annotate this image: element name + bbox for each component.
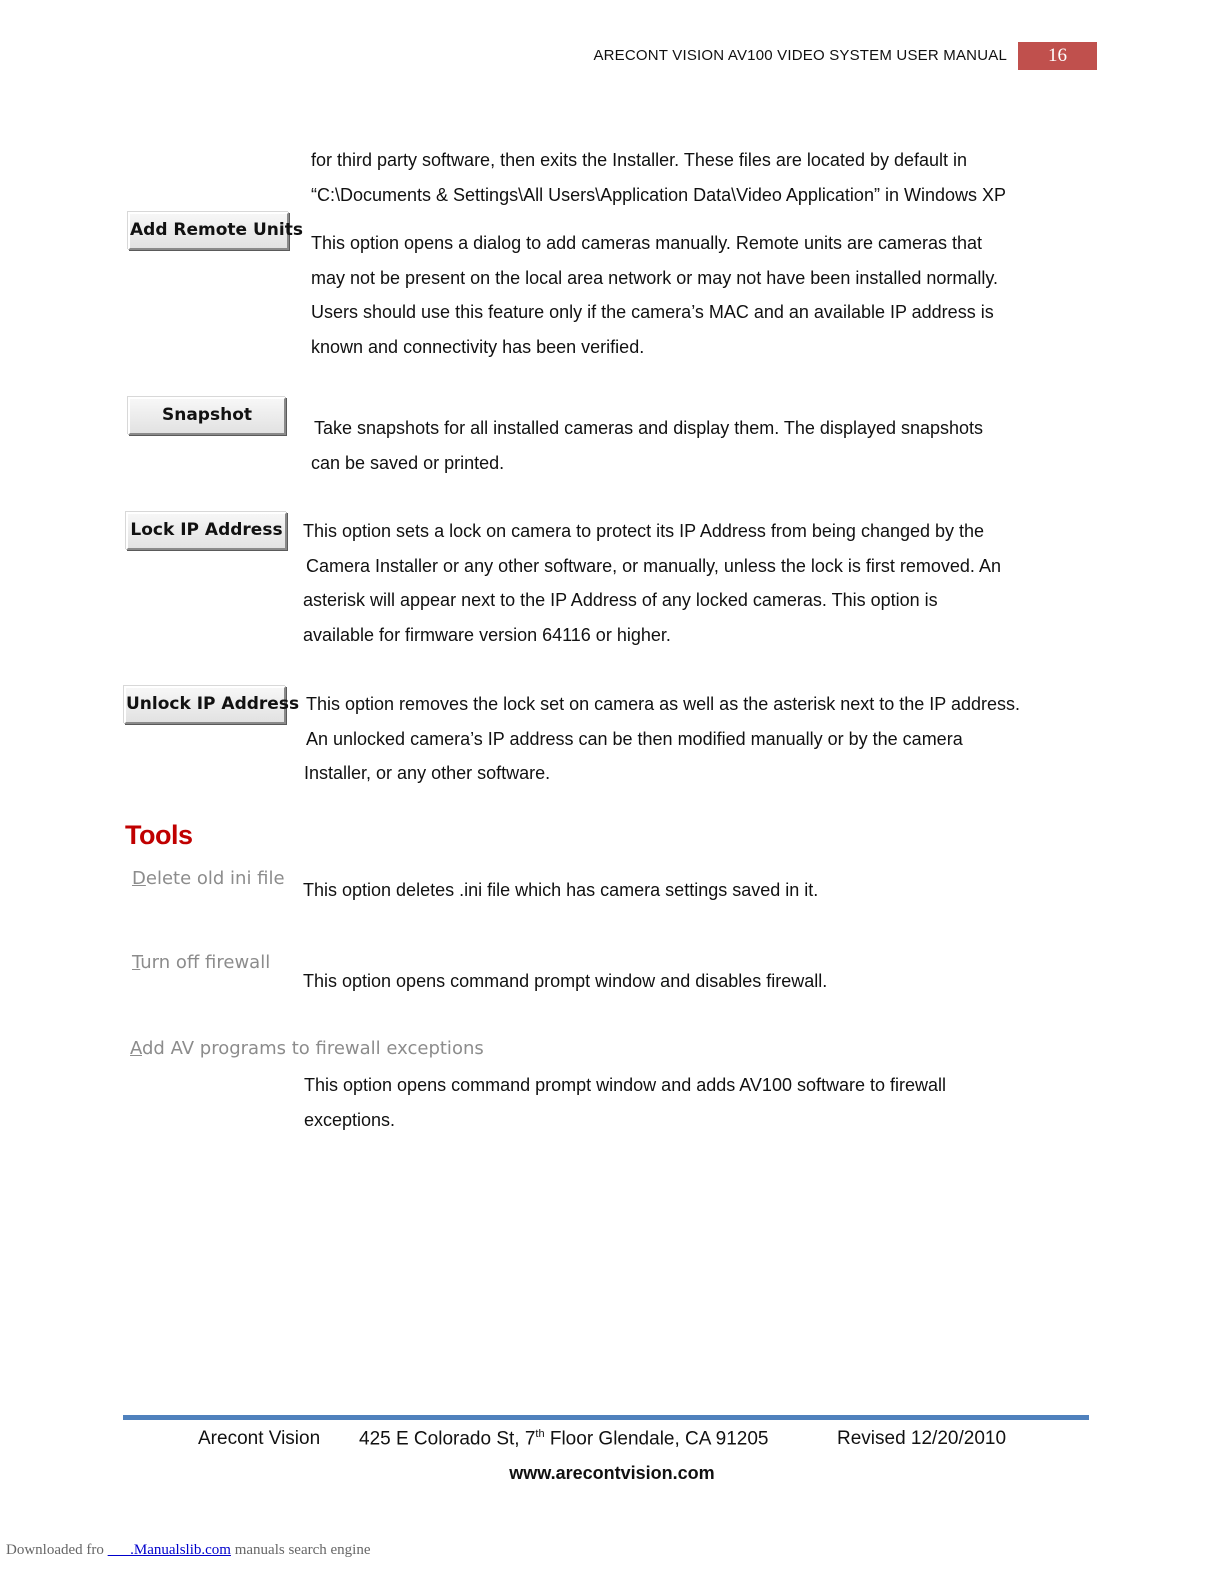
lock-ip-address-button[interactable]: Lock IP Address — [126, 512, 287, 550]
footer-address-post: Floor Glendale, CA 91205 — [544, 1428, 769, 1450]
turn-off-firewall-description — [303, 964, 827, 999]
download-notice — [6, 1542, 371, 1559]
description-line: Users should use this feature only if the camera’s MAC and an available IP address is — [311, 302, 994, 322]
page-number-badge: 16 — [1018, 42, 1097, 70]
intro-line: “C:\Documents & Settings\All Users\Application Data\Video Application” in Windows XP — [311, 184, 1006, 205]
description-line: This option removes the lock set on camera as well as the asterisk next to the IP address. — [306, 694, 1021, 714]
description-line: asterisk will appear next to the IP Address of any locked cameras. This option is — [303, 590, 938, 610]
unlock-ip-address-button[interactable]: Unlock IP Address — [124, 686, 286, 724]
menu-item-label: urn off firewall — [140, 952, 271, 973]
footer-company: Arecont Vision — [198, 1428, 321, 1449]
description-line: An unlocked camera’s IP address can be then modified manually or by the camera — [306, 728, 963, 749]
footer-address — [359, 1428, 769, 1450]
unlock-ip-address-description — [304, 687, 1020, 791]
menu-accelerator: A — [130, 1038, 142, 1059]
footer-address-pre: 425 E Colorado St, 7 — [359, 1428, 536, 1450]
tools-heading: Tools — [125, 820, 193, 850]
description-line: Camera Installer or any other software, or manually, unless the lock is first removed. An — [306, 555, 1001, 576]
description-line: This option opens command prompt window and adds AV100 software to firewall — [304, 1075, 947, 1095]
turn-off-firewall-menu-item[interactable] — [132, 952, 270, 973]
delete-old-ini-file-menu-item[interactable] — [132, 868, 285, 889]
intro-line: for third party software, then exits the Installer. These files are located by default in — [311, 150, 968, 170]
footer-revised: Revised 12/20/2010 — [837, 1428, 1007, 1449]
description-line: This option deletes .ini file which has camera settings saved in it. — [303, 880, 819, 900]
download-notice-prefix: Downloaded fro — [6, 1542, 104, 1558]
add-av-programs-description — [304, 1068, 946, 1137]
description-line: may not be present on the local area network or may not have been installed normally. — [311, 267, 999, 288]
lock-ip-address-description — [303, 514, 1001, 652]
menu-item-label: elete old ini file — [145, 868, 285, 889]
add-remote-units-button[interactable]: Add Remote Units — [128, 212, 289, 250]
description-line: Take snapshots for all installed cameras and display them. The displayed snapshots — [314, 418, 984, 438]
description-line: This option opens command prompt window and disables firewall. — [303, 971, 828, 991]
description-line: can be saved or printed. — [311, 452, 505, 473]
footer-address-sup: th — [535, 1428, 545, 1440]
menu-accelerator: D — [132, 868, 146, 889]
description-line: Installer, or any other software. — [304, 763, 551, 783]
footer-website: www.arecontvision.com — [509, 1463, 715, 1483]
menu-accelerator: T — [132, 952, 141, 973]
snapshot-button[interactable]: Snapshot — [128, 397, 286, 435]
header-title: ARECONT VISION AV100 VIDEO SYSTEM USER MANUAL — [593, 47, 1007, 64]
menu-item-label: dd AV programs to firewall exceptions — [142, 1038, 484, 1059]
add-av-programs-to-firewall-exceptions-menu-item[interactable] — [130, 1038, 484, 1059]
description-line: known and connectivity has been verified. — [311, 336, 645, 357]
download-notice-suffix: manuals search engine — [234, 1542, 371, 1558]
add-remote-units-description — [311, 226, 998, 364]
footer-rule — [123, 1415, 1089, 1420]
description-line: This option opens a dialog to add cameras manually. Remote units are cameras that — [311, 233, 983, 253]
description-line: This option sets a lock on camera to protect its IP Address from being changed by the — [303, 521, 985, 541]
manualslib-link[interactable]: .Manualslib.com — [107, 1542, 231, 1558]
intro-paragraph — [311, 143, 1006, 212]
description-line: exceptions. — [304, 1109, 396, 1130]
delete-old-ini-file-description — [303, 873, 818, 908]
description-line: available for firmware version 64116 or higher. — [303, 624, 671, 645]
snapshot-description — [311, 411, 983, 480]
